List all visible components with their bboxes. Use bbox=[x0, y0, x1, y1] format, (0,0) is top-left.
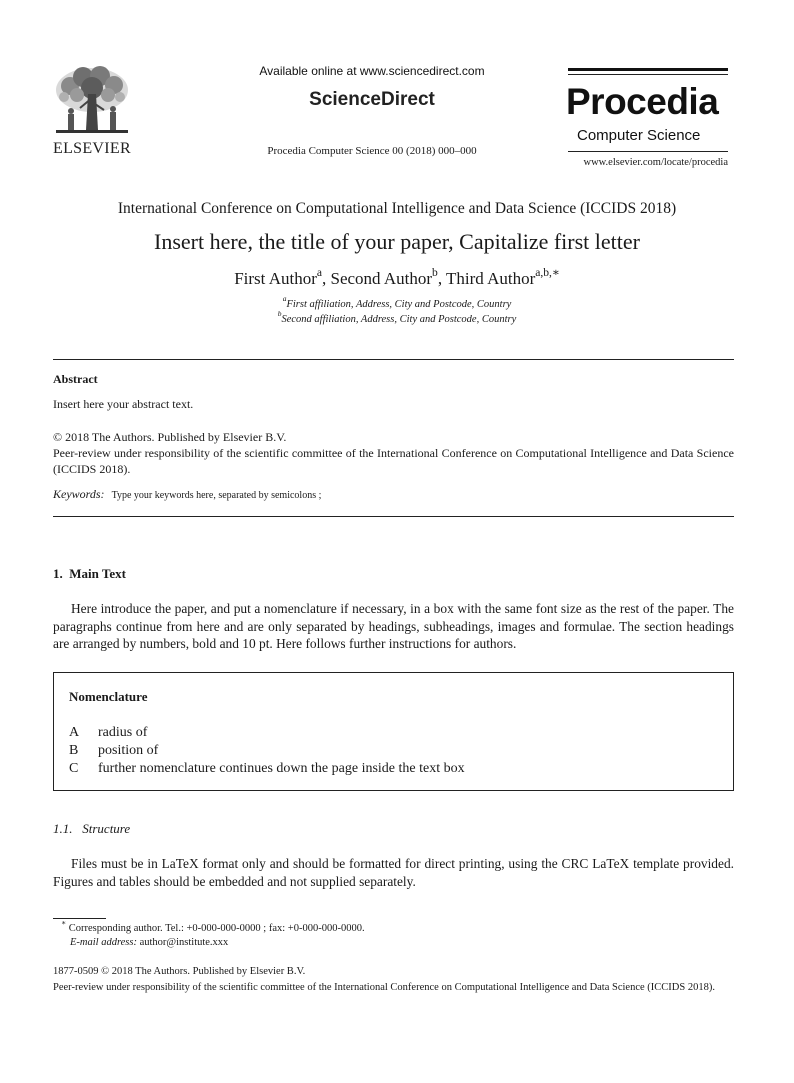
issn-line: 1877-0509 © 2018 The Authors. Published by Elsevier B.V. bbox=[53, 966, 306, 977]
keywords-text: Type your keywords here, separated by semicolons ; bbox=[111, 490, 322, 501]
author-affiliation-marker: a bbox=[316, 265, 322, 279]
nomenclature-symbol: B bbox=[69, 743, 79, 758]
author-name: Second Author bbox=[330, 269, 433, 288]
footnote-marker: ∗ bbox=[61, 918, 67, 928]
nomenclature-title: Nomenclature bbox=[69, 689, 148, 704]
sciencedirect-logo: ScienceDirect bbox=[309, 89, 435, 110]
affiliation-b: $^b$Second affiliation, Address, City and Postcode, Country bbox=[277, 309, 517, 325]
paper-title: Insert here, the title of your paper, Capitalize first letter bbox=[154, 229, 640, 254]
procedia-top-rule-thin bbox=[568, 74, 728, 75]
copyright-line: © 2018 The Authors. Published by Elsevier B.V. bbox=[53, 430, 287, 444]
nomenclature-symbol: C bbox=[69, 761, 79, 776]
abstract-bottom-rule bbox=[53, 516, 734, 517]
keywords-line bbox=[53, 487, 321, 502]
subsection-heading: 1.1. Structure bbox=[53, 821, 131, 836]
section-paragraph: Here introduce the paper, and put a nomenclature if necessary, in a box with the same font size as the rest of the paper. The paragraphs continue from here and are only separated by headings, subheadings, images and formulae. The section headings are arranged by numbers, bold and 10 pt. Here follows further instructions for authors. bbox=[53, 601, 734, 651]
procedia-website: www.elsevier.com/locate/procedia bbox=[583, 157, 728, 168]
nomenclature-box bbox=[53, 672, 734, 791]
abstract-peer-review: Peer-review under responsibility of the scientific committee of the International Conference on Computational Intelligence and Data Science (ICCIDS 2018). bbox=[53, 446, 734, 476]
subsection-paragraph: Files must be in LaTeX format only and should be formatted for direct printing, using the CRC LaTeX template provided. Figures and tables should be embedded and not supplied separately. bbox=[53, 856, 734, 889]
author-affiliation-marker: a,b,∗ bbox=[535, 265, 560, 279]
abstract-top-rule bbox=[53, 359, 734, 360]
abstract-heading: Abstract bbox=[53, 372, 98, 386]
procedia-top-rule bbox=[568, 68, 728, 71]
corresponding-author-note: ∗ Corresponding author. Tel.: +0-000-000-0000 ; fax: +0-000-000-0000. bbox=[61, 918, 365, 934]
affiliation-a: $^a$First affiliation, Address, City and Postcode, Country bbox=[282, 294, 512, 310]
procedia-bottom-rule bbox=[568, 151, 728, 152]
email-address: author@institute.xxx bbox=[139, 937, 229, 948]
nomenclature-symbol: A bbox=[69, 725, 80, 740]
nomenclature-description: radius of bbox=[98, 725, 148, 740]
section-heading: 1. Main Text bbox=[53, 566, 126, 581]
email-note: E-mail address: author@institute.xxx bbox=[70, 937, 229, 948]
procedia-subtitle: Computer Science bbox=[577, 127, 701, 144]
publisher-name: ELSEVIER bbox=[53, 140, 131, 157]
available-online-text: Available online at www.sciencedirect.com bbox=[259, 64, 485, 78]
journal-reference: Procedia Computer Science 00 (2018) 000–000 bbox=[267, 145, 477, 157]
elsevier-logo bbox=[50, 64, 134, 158]
abstract-text: Insert here your abstract text. bbox=[53, 397, 194, 411]
keywords-label: Keywords: bbox=[53, 487, 105, 501]
procedia-logo: Procedia bbox=[566, 81, 719, 122]
author-affiliation-marker: b bbox=[432, 265, 438, 279]
nomenclature-description: further nomenclature continues down the page inside the text box bbox=[98, 761, 465, 776]
footer-peer-review: Peer-review under responsibility of the scientific committee of the International Conference on Computational Intelligence and Data Science (ICCIDS 2018). bbox=[53, 982, 715, 993]
author-list: First Author$^a$, Second Author$^b$, Third Author$^{a,b,∗}$ bbox=[234, 265, 560, 288]
conference-name: International Conference on Computational Intelligence and Data Science (ICCIDS 2018) bbox=[117, 200, 677, 217]
author-name: Third Author bbox=[446, 269, 536, 288]
elsevier-tree-icon bbox=[50, 64, 134, 138]
author-name: First Author bbox=[234, 269, 317, 288]
nomenclature-description: position of bbox=[98, 743, 159, 758]
